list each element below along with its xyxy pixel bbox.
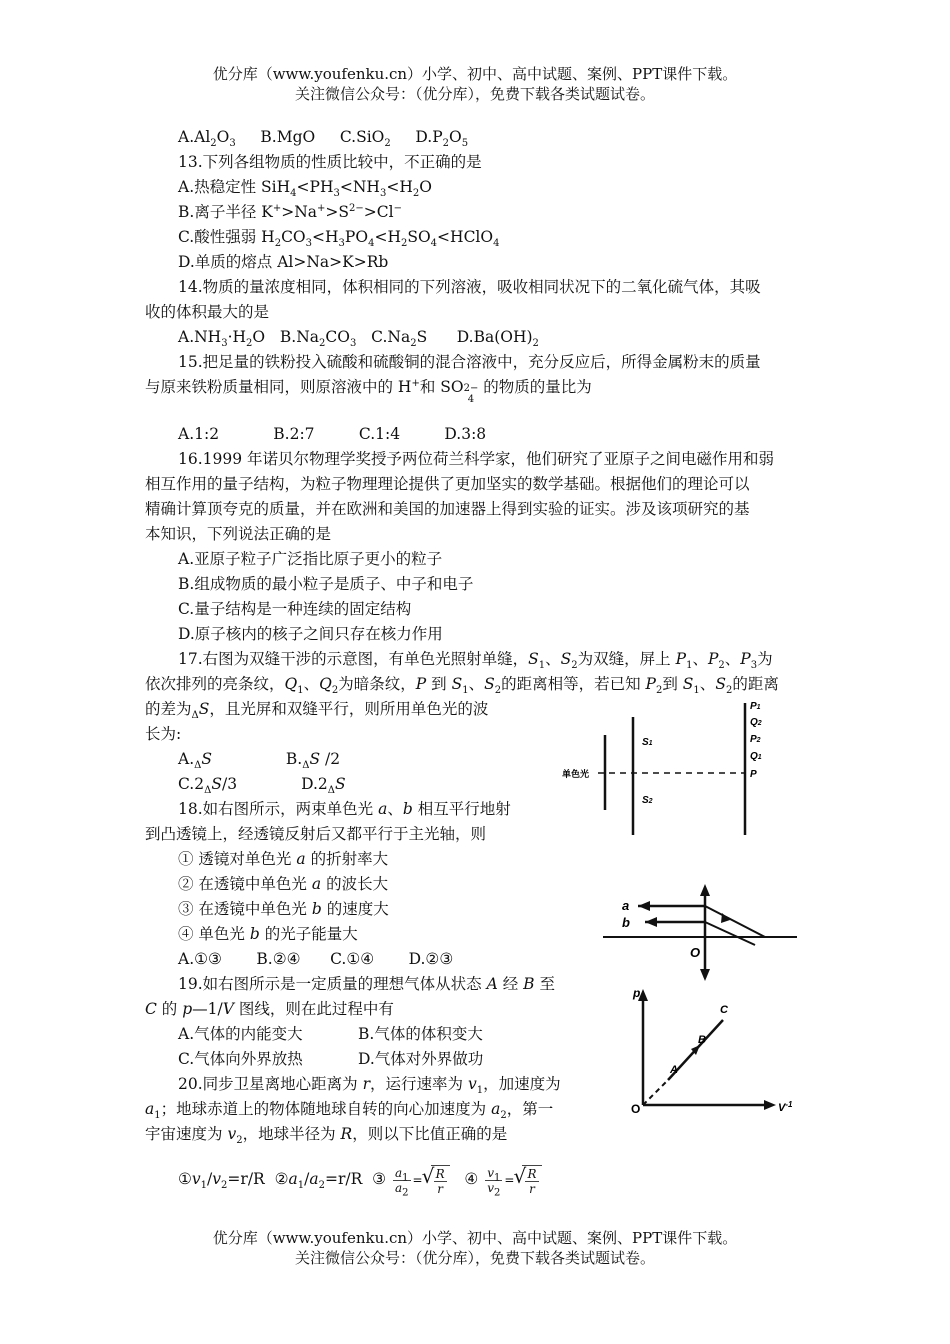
q18-statement-1: ① 透镜对单色光 a 的折射率大: [178, 850, 389, 868]
lens-arrow-up-icon: [700, 884, 710, 896]
double-slit-diagram: [560, 695, 790, 840]
q20-sqrt-4: √ $\frac{R}{r}$: [522, 1165, 541, 1196]
q15-options: A.1:2 B.2:7 C.1:4 D.3:8: [178, 425, 487, 443]
q18-statement-2: ② 在透镜中单色光 a 的波长大: [178, 875, 389, 893]
q16-option-a: A.亚原子粒子广泛指比原子更小的粒子: [178, 550, 443, 568]
ray-b-incident: [705, 922, 755, 945]
q13-option-b: B.离子半径 $K^+>Na^+>S^{2-}>Cl^-$: [178, 202, 403, 221]
q17-stem-line3: 的差为$_\Delta$S，且光屏和双缝平行，则所用单色光的波: [145, 700, 489, 722]
q15-stem-line2: 与原来铁粉质量相同，则原溶液中的 H+和 SO 2− 4 的物质的量比为: [145, 377, 592, 405]
q16-option-c: C.量子结构是一种连续的固定结构: [178, 600, 412, 618]
q12-option-a: A.Al: [178, 128, 211, 146]
label-state-b: B: [698, 1034, 706, 1046]
label-s2: S2: [642, 795, 653, 806]
q19-options-ab: A.气体的内能变大 B.气体的体积变大: [178, 1025, 483, 1043]
dashed-origin-line: [643, 1080, 668, 1105]
label-p: P: [750, 769, 757, 780]
q20-options: $①v_1/v_2=r/R$ $②a_1/a_2=r/R$ ③ $\frac{a_1}{a_2}$ = √ $\frac{R}{r}$ ④ $\frac{v_1}{v_2}$ = √ $\frac{R}{r}$: [145, 1157, 810, 1201]
q17-stem-line2: 依次排列的亮条纹，$Q_1$、$Q_2$为暗条纹，P 到 $S_1$、$S_2$的距离相等，若已知 $P_2$到 $S_1$、$S_2$的距离: [145, 675, 779, 697]
inverse-v-axis-arrow-icon: [764, 1100, 776, 1110]
label-inverse-v: $V^{-1}$: [778, 1100, 793, 1114]
q16-option-d: D.原子核内的核子之间只存在核力作用: [178, 625, 443, 643]
q18-statement-3: ③ 在透镜中单色光 b 的速度大: [178, 900, 389, 918]
q17-stem-line1: 17.右图为双缝干涉的示意图，有单色光照射单缝，$S_1$、$S_2$为双缝，屏上 $P_1$、$P_2$、$P_3$为: [178, 650, 773, 672]
q20-stem-line2: $a_1$；地球赤道上的物体随地球自转的向心加速度为 $a_2$，第一: [145, 1100, 554, 1122]
q16-stem-line1: 16.1999 年诺贝尔物理学奖授予两位荷兰科学家，他们研究了亚原子之间电磁作用和弱: [178, 450, 775, 468]
q18-stem-line2: 到凸透镜上，经透镜反射后又都平行于主光轴，则: [145, 825, 487, 843]
q12-option-b: B.MgO: [260, 128, 316, 146]
q18-stem-line1: 18.如右图所示，两束单色光 a、b 相互平行地射: [178, 800, 511, 818]
label-o: O: [690, 945, 701, 960]
q18-statement-4: ④ 单色光 b 的光子能量大: [178, 925, 358, 943]
ray-a-arrow-icon: [638, 901, 650, 911]
q19-stem-line1: 19.如右图所示是一定质量的理想气体从状态 A 经 B 至: [178, 975, 555, 993]
label-monochromatic-light: 单色光: [562, 769, 590, 779]
label-state-a: A: [670, 1064, 678, 1076]
q19-options-cd: C.气体向外界放热 D.气体对外界做功: [178, 1050, 484, 1068]
q17-options-ab: $A._\Delta S$ $B._\Delta S$ /2: [178, 750, 341, 772]
q13-stem: 13.下列各组物质的性质比较中，不正确的是: [178, 153, 482, 171]
page-footer: [0, 1228, 950, 1268]
label-origin: O: [631, 1102, 641, 1115]
q14-stem-line1: 14.物质的量浓度相同，体积相同的下列溶液，吸收相同状况下的二氧化硫气体，其吸: [178, 278, 761, 296]
q19-stem-line2: C 的 p—1/V 图线，则在此过程中有: [145, 1000, 394, 1018]
q18-options: A.①③ B.②④ C.①④ D.②③: [178, 950, 454, 968]
q20-sqrt-3: √ $\frac{R}{r}$: [431, 1165, 450, 1196]
q13-option-d: D.单质的熔点 Al>Na>K>Rb: [178, 253, 389, 271]
header-line-2: 关注微信公众号：（优分库），免费下载各类试题试卷。: [294, 85, 655, 103]
footer-line-1: 优分库（www.youfenku.cn）小学、初中、高中试题、案例、PPT课件下载。: [212, 1229, 738, 1247]
q20-fraction-a1-a2: $\frac{a_1}{a_2}$: [394, 1165, 409, 1198]
label-a: a: [622, 898, 630, 913]
label-p2: P2: [750, 734, 761, 745]
q12-options: $A.Al_2O_3$ B.MgO C.SiO$_2$ $D.P_2O_5$: [178, 128, 469, 150]
q15-stem-line1: 15.把足量的铁粉投入硫酸和硫酸铜的混合溶液中，充分反应后，所得金属粉末的质量: [178, 353, 761, 371]
q16-stem-line4: 本知识，下列说法正确的是: [145, 525, 332, 543]
q12-option-d: D.P: [415, 128, 443, 146]
label-state-c: C: [720, 1004, 728, 1016]
q13-option-c: C.酸性强弱 $H_2CO_3<H_3PO_4<H_2SO_4<HClO_4$: [178, 228, 500, 250]
q20-stem-line3: 宇宙速度为 $v_2$，地球半径为 R，则以下比值正确的是: [145, 1125, 508, 1147]
label-p-axis: p: [633, 986, 641, 1000]
label-b: b: [622, 915, 630, 930]
ray-b-arrow-icon: [645, 917, 657, 927]
q17-options-cd: $C.2_\Delta S/3$ $D.2_\Delta S$: [178, 775, 346, 797]
q16-stem-line3: 精确计算顶夸克的质量，并在欧洲和美国的加速器上得到实验的证实。涉及该项研究的基: [145, 500, 750, 518]
lens-rays-diagram: [600, 880, 800, 985]
q16-option-b: B.组成物质的最小粒子是质子、中子和电子: [178, 575, 474, 593]
q16-stem-line2: 相互作用的量子结构，为粒子物理理论提供了更加坚实的数学基础。根据他们的理论可以: [145, 475, 750, 493]
label-s1: S1: [642, 737, 653, 748]
q20-stem-line1: 20.同步卫星离地心距离为 r，运行速率为 $v_1$，加速度为: [178, 1075, 561, 1097]
q13-option-a: A.热稳定性 $SiH_4<PH_3<NH_3<H_2O$: [178, 178, 432, 200]
lens-arrow-down-icon: [700, 969, 710, 981]
page-header: [0, 64, 950, 104]
q12-option-c: C.SiO: [339, 128, 385, 146]
q17-stem-line4: 长为:: [145, 725, 182, 743]
ray-a-incident: [705, 906, 765, 937]
label-q1: Q1: [750, 751, 762, 762]
q20-fraction-v1-v2: $\frac{v_1}{v_2}$: [487, 1165, 501, 1198]
footer-line-2: 关注微信公众号：（优分库），免费下载各类试题试卷。: [294, 1249, 655, 1267]
header-line-1: 优分库（www.youfenku.cn）小学、初中、高中试题、案例、PPT课件下载。: [212, 65, 738, 83]
label-p1: P1: [750, 701, 761, 712]
q14-options: $A.NH_3\cdot H_2O$ $B.Na_2CO_3$ $C.Na_2S$ $D.Ba(OH)_2$: [178, 328, 539, 350]
p-inverse-v-graph: [628, 985, 803, 1115]
q14-stem-line2: 收的体积最大的是: [145, 303, 270, 321]
label-q2: Q2: [750, 717, 762, 728]
